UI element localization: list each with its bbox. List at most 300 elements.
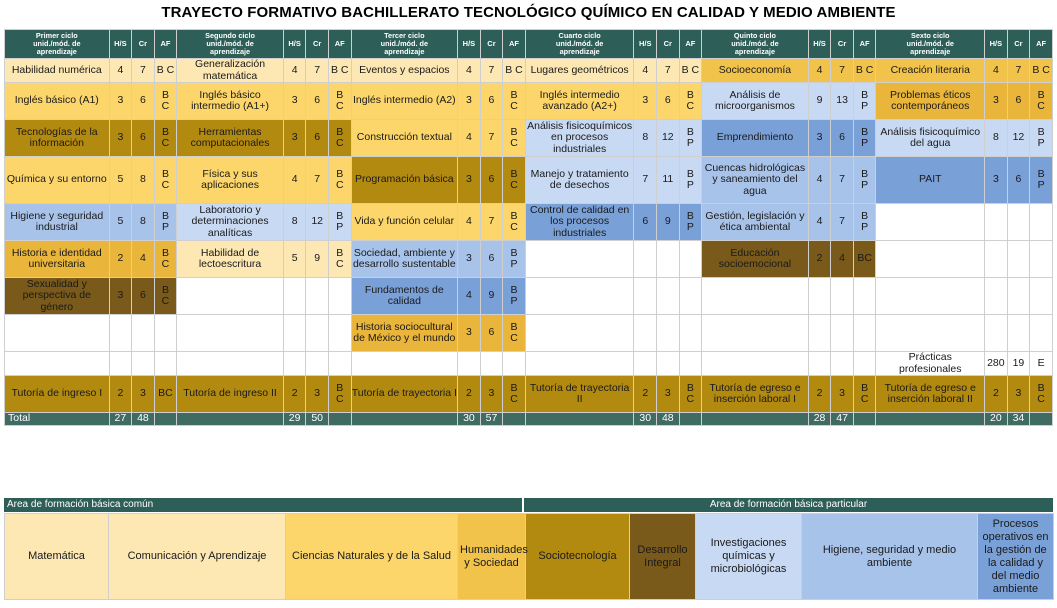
formation-area-code: B C (154, 59, 177, 83)
module-name (702, 352, 809, 376)
hours-per-week (985, 241, 1008, 278)
formation-area-code: B P (328, 204, 351, 241)
formation-area-code: B P (853, 120, 876, 157)
formation-area-code: B P (853, 157, 876, 204)
credits: 3 (306, 376, 329, 413)
formation-area-code: B C (503, 157, 526, 204)
legend-area: Sociotecnología (526, 514, 630, 600)
hours-per-week: 4 (458, 278, 481, 315)
credits: 7 (1007, 59, 1030, 83)
formation-area-code: B P (503, 241, 526, 278)
totals-label (177, 413, 284, 426)
hours-per-week (109, 352, 132, 376)
hours-per-week: 3 (985, 83, 1008, 120)
credits: 6 (657, 83, 680, 120)
credits (1007, 278, 1030, 315)
formation-area-code (679, 315, 702, 352)
credits (657, 352, 680, 376)
formation-area-code: B C (679, 83, 702, 120)
hours-per-week (634, 278, 657, 315)
credits (132, 315, 155, 352)
module-name: Tutoría de egreso e inserción laboral I (702, 376, 809, 413)
module-name (5, 352, 110, 376)
hours-per-week: 3 (458, 83, 481, 120)
formation-area-code: B C (154, 120, 177, 157)
formation-area-code (1030, 315, 1053, 352)
credits: 3 (480, 376, 503, 413)
hours-per-week: 280 (985, 352, 1008, 376)
module-name: Prácticas profesionales (876, 352, 985, 376)
legend-area: Desarrollo Integral (630, 514, 696, 600)
formation-area-code: B C (503, 315, 526, 352)
formation-area-code: B C (853, 59, 876, 83)
formation-area-code: B C (328, 83, 351, 120)
module-name: Construcción textual (351, 120, 458, 157)
total-credits: 34 (1007, 413, 1030, 426)
hours-per-week: 3 (808, 120, 831, 157)
formation-area-code (328, 352, 351, 376)
module-name (702, 278, 809, 315)
total-credits: 48 (132, 413, 155, 426)
credits: 6 (306, 120, 329, 157)
module-name: Inglés intermedio (A2) (351, 83, 458, 120)
module-name: Tutoría de trayectoria I (351, 376, 458, 413)
credits: 6 (1007, 83, 1030, 120)
table-row (5, 120, 1053, 157)
total-empty (503, 413, 526, 426)
total-hours: 28 (808, 413, 831, 426)
hours-per-week: 3 (458, 315, 481, 352)
table-row (5, 278, 1053, 315)
hours-per-week (985, 278, 1008, 315)
formation-area-code: B C (328, 376, 351, 413)
formation-area-code: B C (328, 120, 351, 157)
table-row (5, 83, 1053, 120)
formation-area-code: B C (328, 59, 351, 83)
hours-per-week: 2 (109, 376, 132, 413)
module-name: Tutoría de ingreso II (177, 376, 284, 413)
hours-per-week (808, 315, 831, 352)
hours-per-week: 3 (985, 157, 1008, 204)
hours-per-week: 2 (109, 241, 132, 278)
module-name (702, 315, 809, 352)
module-name: Química y su entorno (5, 157, 110, 204)
credits: 6 (480, 157, 503, 204)
credits: 6 (132, 120, 155, 157)
total-hours: 27 (109, 413, 132, 426)
hours-per-week (634, 315, 657, 352)
formation-area-code (853, 352, 876, 376)
credits: 13 (831, 83, 854, 120)
formation-area-code (1030, 241, 1053, 278)
hours-per-week (634, 352, 657, 376)
credits (1007, 241, 1030, 278)
col-header-hs: H/S (985, 30, 1008, 59)
area-bar (4, 498, 1053, 512)
hours-per-week (283, 278, 306, 315)
module-name: Historia e identidad universitaria (5, 241, 110, 278)
module-name: Educación socioemocional (702, 241, 809, 278)
formation-area-code (328, 315, 351, 352)
module-name: Lugares geométricos (525, 59, 634, 83)
col-header-cr: Cr (1007, 30, 1030, 59)
module-name: Análisis fisicoquímicos en procesos industriales (527, 119, 633, 155)
module-name (525, 352, 634, 376)
module-name: Laboratorio y determinaciones analíticas (177, 204, 284, 241)
total-hours: 20 (985, 413, 1008, 426)
module-name: Sociedad, ambiente y desarrollo sustentable (351, 241, 458, 278)
hours-per-week: 3 (109, 120, 132, 157)
col-header-hs: H/S (283, 30, 306, 59)
hours-per-week: 3 (283, 83, 306, 120)
formation-area-code (154, 352, 177, 376)
module-name: Creación literaria (876, 59, 985, 83)
credits: 12 (306, 204, 329, 241)
credits: 3 (1007, 376, 1030, 413)
table-row (5, 59, 1053, 83)
credits: 3 (831, 376, 854, 413)
module-name: Control de calidad en los procesos industriales (525, 204, 634, 241)
hours-per-week: 3 (458, 241, 481, 278)
hours-per-week: 4 (109, 59, 132, 83)
credits: 19 (1007, 352, 1030, 376)
module-name: Eventos y espacios (351, 59, 458, 83)
totals-row (5, 413, 1053, 426)
credits (1007, 204, 1030, 241)
credits: 6 (132, 278, 155, 315)
credits (657, 241, 680, 278)
credits: 6 (132, 83, 155, 120)
legend-area: Ciencias Naturales y de la Salud (286, 514, 458, 600)
module-name: Inglés básico (A1) (5, 83, 110, 120)
module-name (5, 315, 110, 352)
hours-per-week: 4 (283, 157, 306, 204)
formation-area-code: B P (1030, 157, 1053, 204)
module-name: Higiene y seguridad industrial (5, 204, 110, 241)
credits: 6 (480, 83, 503, 120)
cycle-header-1: Primer ciclo unid./mód. de aprendizaje (5, 30, 110, 59)
cycle-header-3: Tercer ciclo unid./mód. de aprendizaje (351, 30, 458, 59)
module-name: Análisis fisicoquímico del agua (876, 120, 985, 157)
credits: 3 (657, 376, 680, 413)
col-header-af: AF (679, 30, 702, 59)
total-empty (154, 413, 177, 426)
page-title: TRAYECTO FORMATIVO BACHILLERATO TECNOLÓGICO QUÍMICO EN CALIDAD Y MEDIO AMBIENTE (161, 4, 896, 21)
total-credits: 50 (306, 413, 329, 426)
col-header-af: AF (1030, 30, 1053, 59)
credits: 9 (657, 204, 680, 241)
hours-per-week (109, 315, 132, 352)
total-credits: 47 (831, 413, 854, 426)
formation-area-code: B C (328, 157, 351, 204)
formation-area-code (853, 315, 876, 352)
credits: 12 (1007, 120, 1030, 157)
module-name (525, 241, 634, 278)
module-name: Habilidad de lectoescritura (177, 241, 284, 278)
formation-area-code: B C (1030, 59, 1053, 83)
legend-area: Procesos operativos en la gestión de la calidad y del medio ambiente (978, 514, 1054, 600)
module-name: Tutoría de trayectoria II (525, 376, 634, 413)
module-name (177, 315, 284, 352)
module-name: Sexualidad y perspectiva de género (5, 278, 110, 315)
module-name: Física y sus aplicaciones (177, 157, 284, 204)
formation-area-code: B P (679, 120, 702, 157)
col-header-af: AF (853, 30, 876, 59)
module-name: Emprendimiento (702, 120, 809, 157)
module-name: Manejo y tratamiento de desechos (525, 157, 634, 204)
module-name: Habilidad numérica (5, 59, 110, 83)
formation-area-code: B P (679, 157, 702, 204)
formation-area-code: BC (853, 241, 876, 278)
total-empty (1030, 413, 1053, 426)
cycle-header-6: Sexto ciclo unid./mód. de aprendizaje (876, 30, 985, 59)
hours-per-week: 3 (458, 157, 481, 204)
curriculum-table (4, 29, 1053, 426)
credits: 7 (831, 59, 854, 83)
formation-area-code: B P (853, 83, 876, 120)
credits (132, 352, 155, 376)
hours-per-week (985, 204, 1008, 241)
module-name (525, 315, 634, 352)
module-name: Vida y función celular (351, 204, 458, 241)
formation-area-code: B C (154, 278, 177, 315)
hours-per-week: 8 (283, 204, 306, 241)
module-name: Problemas éticos contemporáneos (876, 83, 985, 120)
total-hours: 29 (283, 413, 306, 426)
legend-area: Matemática (5, 514, 109, 600)
module-name (876, 315, 985, 352)
module-name: Historia sociocultural de México y el mundo (351, 315, 458, 352)
formation-area-code: B C (1030, 83, 1053, 120)
formation-area-code: B P (503, 278, 526, 315)
col-header-hs: H/S (109, 30, 132, 59)
credits: 6 (831, 120, 854, 157)
credits: 7 (657, 59, 680, 83)
hours-per-week: 8 (985, 120, 1008, 157)
cycle-header-2: Segundo ciclo unid./mód. de aprendizaje (177, 30, 284, 59)
formation-area-code (154, 315, 177, 352)
col-header-cr: Cr (657, 30, 680, 59)
formation-area-code: B C (503, 204, 526, 241)
credits: 7 (306, 59, 329, 83)
formation-area-code (1030, 204, 1053, 241)
module-name: Herramientas computacionales (177, 120, 284, 157)
formation-area-code: B C (154, 83, 177, 120)
hours-per-week: 4 (634, 59, 657, 83)
formation-area-code: B C (503, 120, 526, 157)
module-name: Inglés intermedio avanzado (A2+) (525, 83, 634, 120)
formation-area-code: B C (679, 59, 702, 83)
formation-area-code: B C (328, 241, 351, 278)
module-name: Tutoría de ingreso I (5, 376, 110, 413)
legend-area: Humanidades y Sociedad (458, 514, 526, 600)
credits: 6 (480, 241, 503, 278)
col-header-af: AF (503, 30, 526, 59)
formation-area-code (679, 241, 702, 278)
module-name: PAIT (876, 157, 985, 204)
credits (831, 352, 854, 376)
hours-per-week: 3 (634, 83, 657, 120)
credits: 7 (831, 157, 854, 204)
module-name: Gestión, legislación y ética ambiental (702, 204, 809, 241)
module-name (177, 278, 284, 315)
hours-per-week (985, 315, 1008, 352)
table-row (5, 315, 1053, 352)
credits: 7 (306, 157, 329, 204)
table-row (5, 157, 1053, 204)
formation-area-code: E (1030, 352, 1053, 376)
table-row (5, 204, 1053, 241)
table-row (5, 352, 1053, 376)
hours-per-week: 8 (634, 120, 657, 157)
formation-area-code: B C (679, 376, 702, 413)
credits: 7 (480, 204, 503, 241)
total-credits: 57 (480, 413, 503, 426)
hours-per-week: 4 (808, 204, 831, 241)
hours-per-week (634, 241, 657, 278)
spacer (4, 466, 1053, 498)
hours-per-week: 4 (458, 204, 481, 241)
hours-per-week: 2 (283, 376, 306, 413)
credits (831, 278, 854, 315)
hours-per-week: 7 (634, 157, 657, 204)
total-empty (328, 413, 351, 426)
hours-per-week: 2 (634, 376, 657, 413)
module-name (177, 352, 284, 376)
area-basic-particular: Area de formación básica particular (524, 498, 1053, 512)
formation-area-code: B C (154, 241, 177, 278)
table-row (5, 376, 1053, 413)
module-name: Cuencas hidrológicas y saneamiento del agua (702, 157, 809, 204)
col-header-cr: Cr (480, 30, 503, 59)
formation-area-code: B C (503, 83, 526, 120)
hours-per-week (283, 315, 306, 352)
credits (831, 315, 854, 352)
hours-per-week: 3 (109, 83, 132, 120)
hours-per-week: 5 (109, 157, 132, 204)
credits (1007, 315, 1030, 352)
credits: 4 (831, 241, 854, 278)
hours-per-week: 5 (109, 204, 132, 241)
credits (480, 352, 503, 376)
hours-per-week: 4 (808, 157, 831, 204)
table-row (5, 241, 1053, 278)
hours-per-week: 4 (458, 59, 481, 83)
area-basic-common: Area de formación básica común (4, 498, 522, 512)
formation-area-code: B P (154, 204, 177, 241)
totals-label (702, 413, 809, 426)
formation-area-code (853, 278, 876, 315)
legend-table (4, 513, 1054, 600)
hours-per-week: 2 (985, 376, 1008, 413)
credits (657, 278, 680, 315)
col-header-cr: Cr (132, 30, 155, 59)
hours-per-week: 5 (283, 241, 306, 278)
module-name: Análisis de microorganismos (702, 83, 809, 120)
hours-per-week: 3 (109, 278, 132, 315)
formation-area-code: B C (1030, 376, 1053, 413)
credits: 7 (132, 59, 155, 83)
credits: 3 (132, 376, 155, 413)
formation-area-code: B C (154, 157, 177, 204)
col-header-af: AF (328, 30, 351, 59)
credits: 6 (480, 315, 503, 352)
formation-area-code: BC (154, 376, 177, 413)
hours-per-week: 4 (458, 120, 481, 157)
hours-per-week: 9 (808, 83, 831, 120)
totals-label: Total (5, 413, 110, 426)
module-name: Generalización matemática (177, 59, 284, 83)
col-header-af: AF (154, 30, 177, 59)
module-name (351, 352, 458, 376)
credits: 7 (480, 59, 503, 83)
module-name: Programación básica (351, 157, 458, 204)
formation-area-code (679, 352, 702, 376)
cycle-header-5: Quinto ciclo unid./mód. de aprendizaje (702, 30, 809, 59)
module-name: Fundamentos de calidad (351, 278, 458, 315)
legend-area: Higiene, seguridad y medio ambiente (802, 514, 978, 600)
totals-label (876, 413, 985, 426)
hours-per-week: 2 (458, 376, 481, 413)
legend-area: Investigaciones químicas y microbiológicas (696, 514, 802, 600)
formation-area-code: B P (679, 204, 702, 241)
credits: 9 (306, 241, 329, 278)
formation-area-code: B P (853, 204, 876, 241)
col-header-hs: H/S (808, 30, 831, 59)
col-header-cr: Cr (306, 30, 329, 59)
credits (306, 278, 329, 315)
formation-area-code: B C (503, 59, 526, 83)
formation-area-code (1030, 278, 1053, 315)
hours-per-week (808, 352, 831, 376)
credits (306, 315, 329, 352)
total-empty (853, 413, 876, 426)
formation-area-code (328, 278, 351, 315)
credits (306, 352, 329, 376)
module-name: Tutoría de egreso e inserción laboral II (876, 376, 985, 413)
credits: 9 (480, 278, 503, 315)
credits: 4 (132, 241, 155, 278)
hours-per-week: 4 (283, 59, 306, 83)
credits: 8 (132, 204, 155, 241)
credits: 7 (831, 204, 854, 241)
formation-area-code: B P (1030, 120, 1053, 157)
totals-label (351, 413, 458, 426)
hours-per-week: 6 (634, 204, 657, 241)
module-name (876, 278, 985, 315)
col-header-hs: H/S (634, 30, 657, 59)
credits: 8 (132, 157, 155, 204)
cycle-header-4: Cuarto ciclo unid./mód. de aprendizaje (525, 30, 634, 59)
credits: 6 (306, 83, 329, 120)
hours-per-week (458, 352, 481, 376)
module-name (876, 204, 985, 241)
formation-area-code (503, 352, 526, 376)
formation-area-code (679, 278, 702, 315)
hours-per-week (283, 352, 306, 376)
module-name: Inglés básico intermedio (A1+) (177, 83, 284, 120)
credits: 7 (480, 120, 503, 157)
module-name: Tecnologías de la información (5, 120, 110, 157)
hours-per-week: 4 (985, 59, 1008, 83)
credits: 11 (657, 157, 680, 204)
credits: 6 (1007, 157, 1030, 204)
module-name: Socioeconomía (702, 59, 809, 83)
credits: 12 (657, 120, 680, 157)
credits (657, 315, 680, 352)
total-hours: 30 (458, 413, 481, 426)
hours-per-week: 2 (808, 241, 831, 278)
